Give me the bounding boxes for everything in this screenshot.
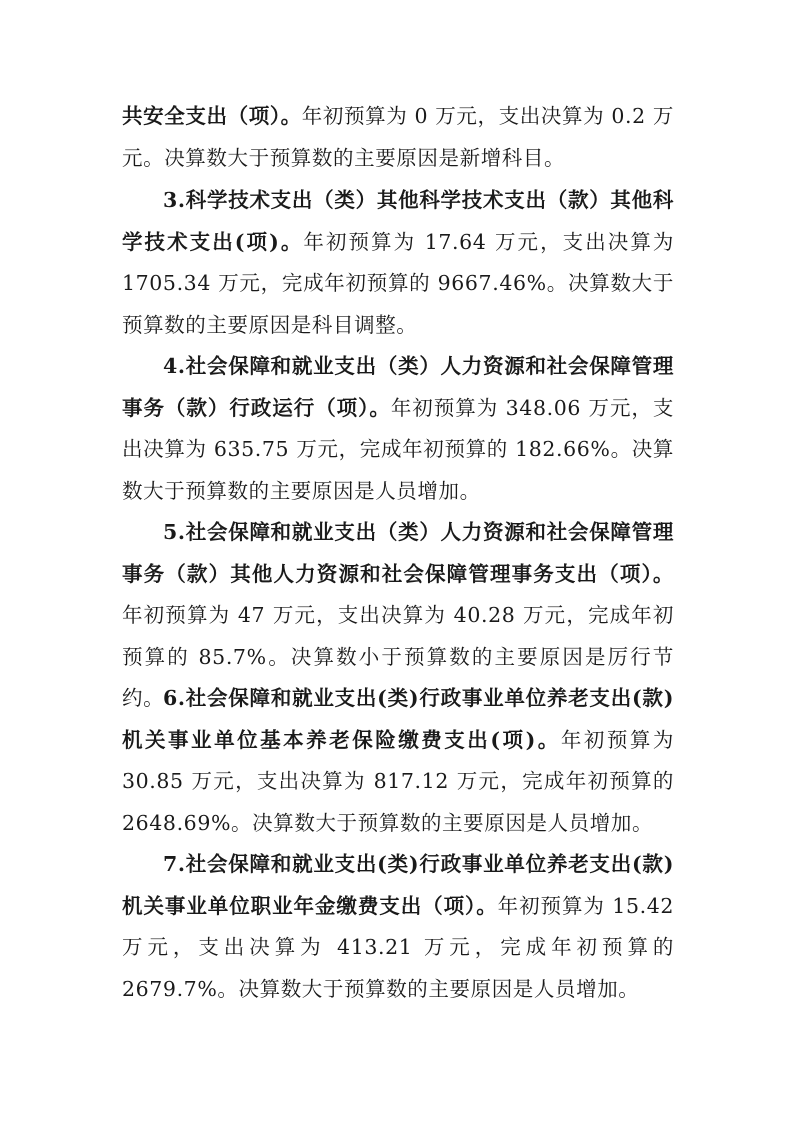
paragraph-body: 年初预算为 47 万元，支出决算为 40.28 万元，完成年初预算的 85.7%。决算数小于预算数的主要原因是厉行节约。 <box>122 603 674 711</box>
paragraph-body: 年初预算为 15.42 万元，支出决算为 413.21 万元，完成年初预算的 2679.7%。决算数大于预算数的主要原因是人员增加。 <box>122 893 674 1001</box>
paragraph-item-3 <box>122 180 674 346</box>
paragraph-body: 年初预算为 348.06 万元，支出决算为 635.75 万元，完成年初预算的 182.66%。决算数大于预算数的主要原因是人员增加。 <box>122 395 674 503</box>
paragraph-item-6 <box>122 678 674 844</box>
paragraph-heading: 共安全支出（项）。 <box>122 104 302 128</box>
paragraph-public-safety-item <box>122 96 674 179</box>
paragraph-heading: 5.社会保障和就业支出（类）人力资源和社会保障管理事务（款）其他人力资源和社会保障管理事务支出（项）。 <box>122 520 674 586</box>
paragraph-heading: 6.社会保障和就业支出(类)行政事业单位养老支出(款)机关事业单位基本养老保险缴费支出(项)。 <box>122 686 674 752</box>
paragraph-item-7 <box>122 844 674 1010</box>
paragraph-heading: 4.社会保障和就业支出（类）人力资源和社会保障管理事务（款）行政运行（项）。 <box>122 354 674 420</box>
paragraph-heading: 3.科学技术支出（类）其他科学技术支出（款）其他科学技术支出(项)。 <box>122 188 674 254</box>
paragraph-item-4 <box>122 346 674 512</box>
paragraph-body: 年初预算为 0 万元，支出决算为 0.2 万元。决算数大于预算数的主要原因是新增科目。 <box>122 104 674 170</box>
paragraph-heading: 7.社会保障和就业支出(类)行政事业单位养老支出(款)机关事业单位职业年金缴费支出（项）。 <box>122 852 674 918</box>
paragraph-body: 年初预算为 17.64 万元，支出决算为 1705.34 万元，完成年初预算的 9667.46%。决算数大于预算数的主要原因是科目调整。 <box>122 229 674 337</box>
paragraph-body: 年初预算为 30.85 万元，支出决算为 817.12 万元，完成年初预算的 2648.69%。决算数大于预算数的主要原因是人员增加。 <box>122 727 674 835</box>
